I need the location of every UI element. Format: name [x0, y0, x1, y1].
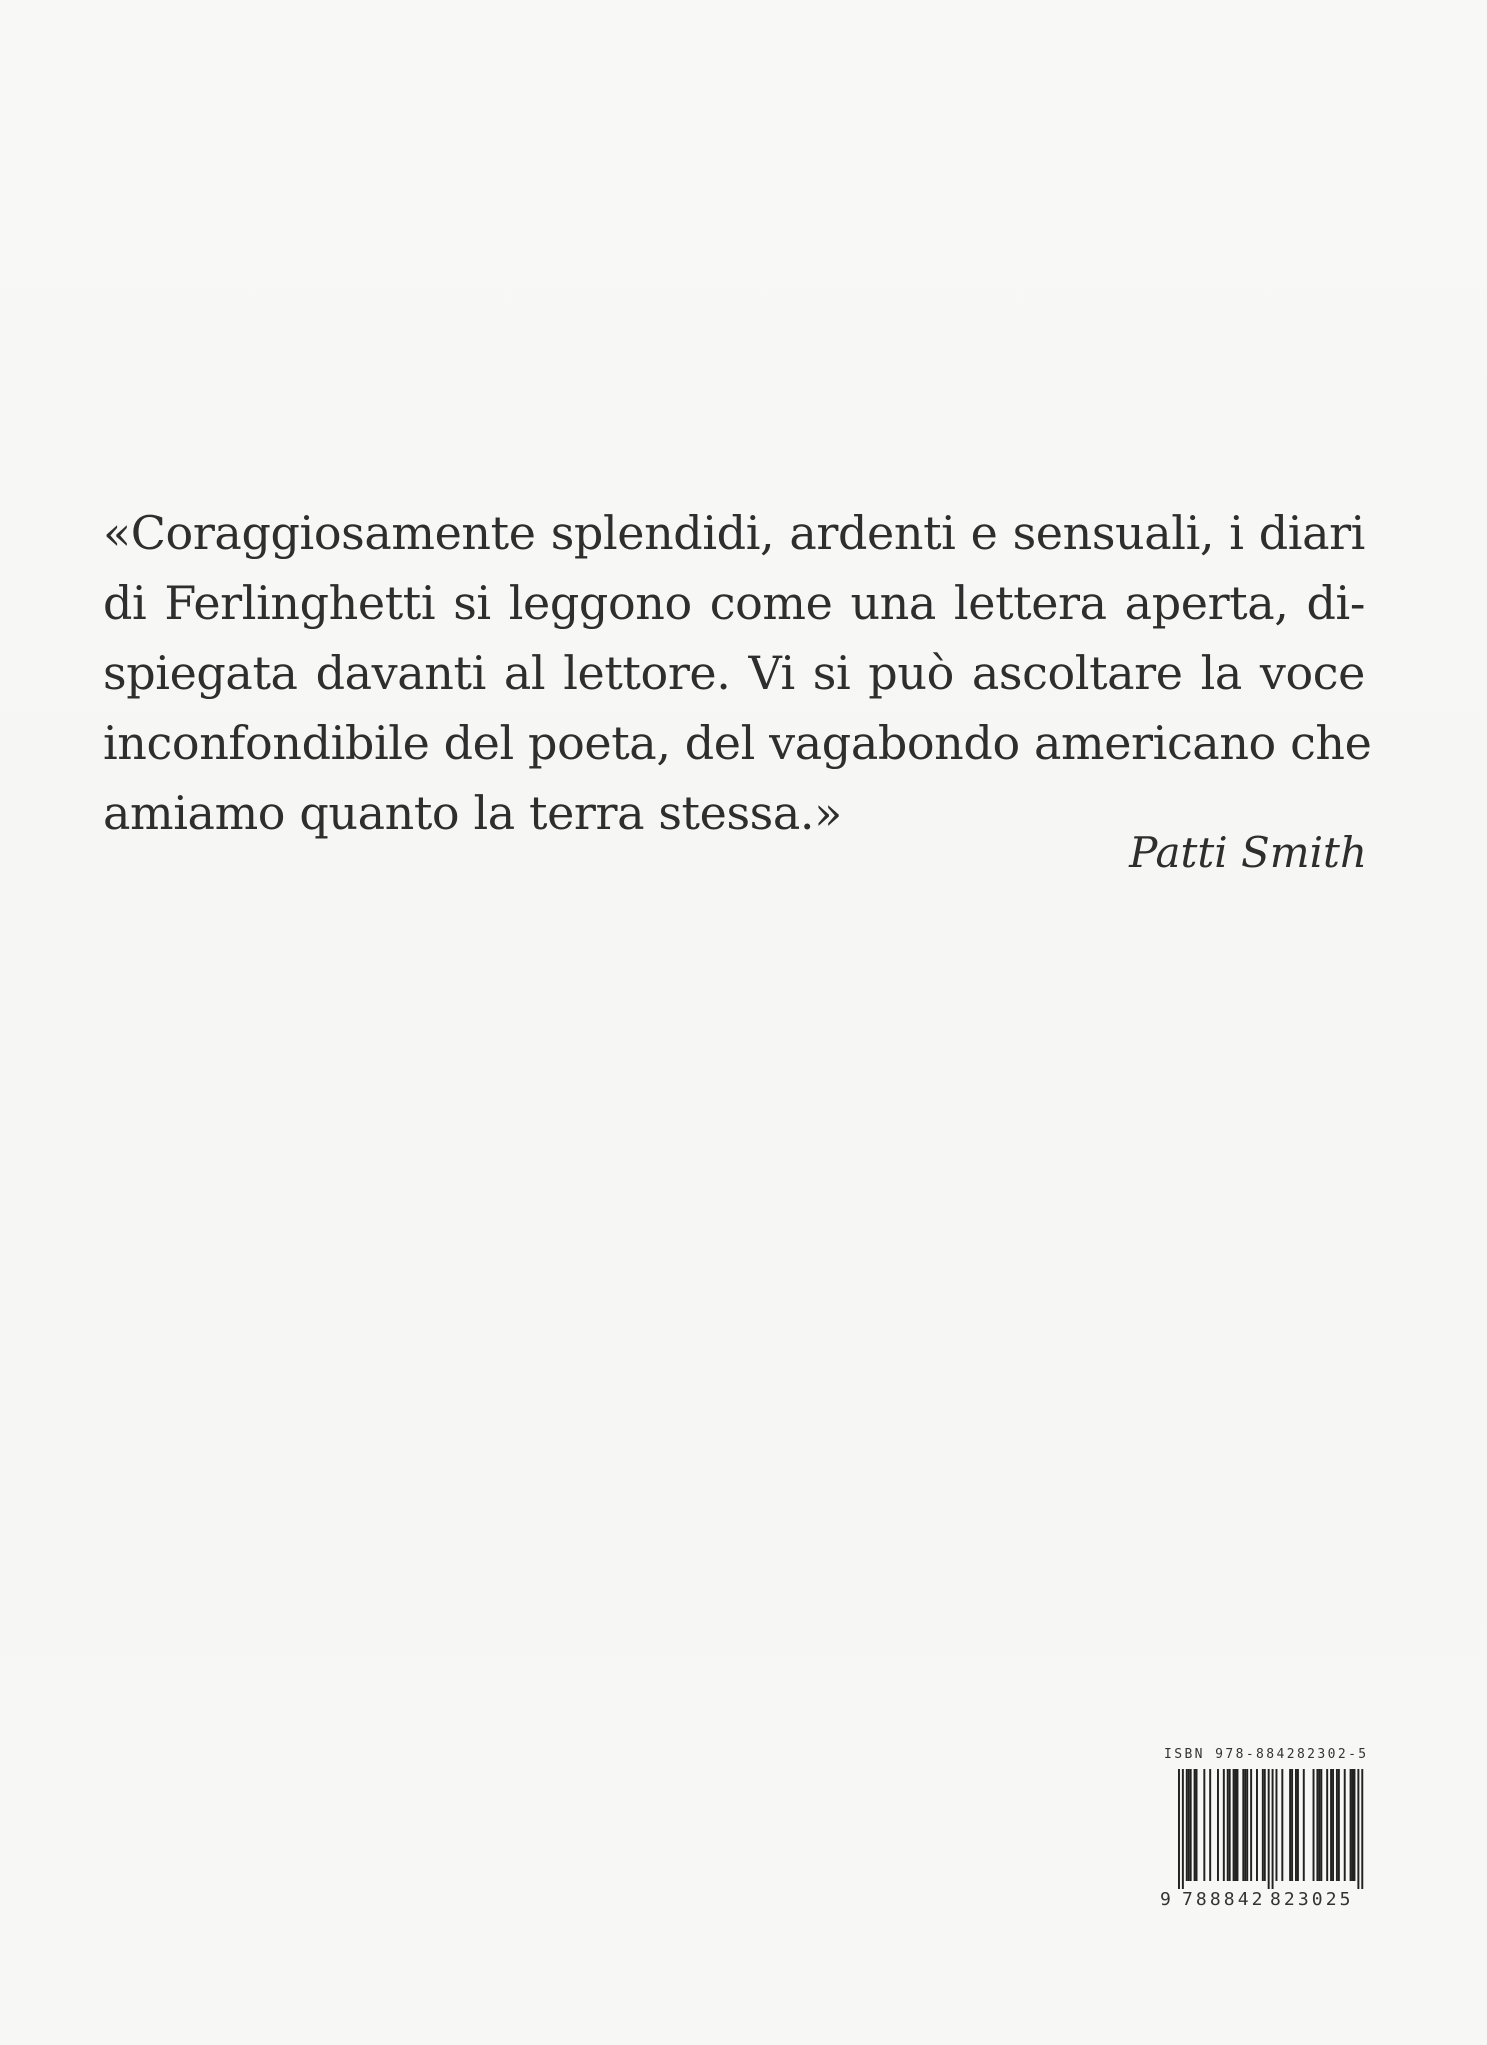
barcode-bar	[1244, 1769, 1246, 1881]
barcode-bar	[1336, 1769, 1338, 1881]
quote-author: Patti Smith	[1129, 828, 1367, 877]
barcode-bar	[1326, 1769, 1328, 1881]
barcode-bar	[1289, 1769, 1291, 1881]
barcode-bar	[1188, 1769, 1190, 1881]
barcode-bar	[1190, 1769, 1192, 1881]
barcode-bar	[1350, 1769, 1352, 1881]
barcode-bar	[1237, 1769, 1239, 1881]
isbn-label: ISBN 978-884282302-5	[1164, 1747, 1369, 1762]
barcode-bar	[1330, 1769, 1332, 1881]
barcode-bar	[1320, 1769, 1322, 1881]
quote-line-5: amiamo quanto la terra stessa.»	[103, 786, 842, 840]
barcode-bar	[1262, 1769, 1264, 1881]
barcode-bar	[1272, 1769, 1274, 1889]
barcode-bar	[1227, 1769, 1229, 1881]
barcode-bar	[1354, 1769, 1356, 1881]
barcode-bar	[1332, 1769, 1334, 1881]
barcode-bar	[1178, 1769, 1180, 1889]
barcode-bar	[1223, 1769, 1225, 1881]
ean-left-group: 788842	[1182, 1889, 1266, 1910]
barcode-bar	[1256, 1769, 1258, 1881]
barcode-bar	[1344, 1769, 1346, 1881]
barcode-bar	[1357, 1769, 1359, 1889]
ean-right-group: 823025	[1270, 1889, 1354, 1910]
barcode-bar	[1316, 1769, 1318, 1881]
barcode-bar	[1291, 1769, 1293, 1881]
barcode-bar	[1246, 1769, 1248, 1881]
barcode-bar	[1268, 1769, 1270, 1889]
barcode-bar	[1186, 1769, 1188, 1881]
barcode-bar	[1313, 1769, 1315, 1881]
barcode-bar	[1233, 1769, 1235, 1881]
ean-first-digit: 9	[1160, 1889, 1171, 1910]
barcode-bar	[1361, 1769, 1363, 1889]
barcode-bar	[1352, 1769, 1354, 1881]
barcode-bar	[1196, 1769, 1198, 1881]
barcode-bar	[1194, 1769, 1196, 1881]
isbn-barcode	[1160, 1747, 1368, 1917]
barcode-bar	[1203, 1769, 1205, 1881]
barcode-bar	[1209, 1769, 1211, 1881]
quote-block	[103, 498, 1372, 848]
quote-line-2: di Ferlinghetti si leggono come una lettera aperta, di-	[103, 576, 1365, 630]
barcode-bar	[1182, 1769, 1184, 1889]
barcode-bar	[1297, 1769, 1299, 1881]
barcode-bar	[1217, 1769, 1219, 1881]
barcode-bar	[1276, 1769, 1278, 1881]
barcode-bar	[1318, 1769, 1320, 1881]
barcode-bar	[1235, 1769, 1237, 1881]
barcode-bar	[1229, 1769, 1231, 1881]
quote-line-3: spiegata davanti al lettore. Vi si può ascoltare la voce	[103, 646, 1365, 700]
quote-line-1: «Coraggiosamente splendidi, ardenti e sensuali, i diari	[103, 506, 1365, 560]
barcode-bar	[1242, 1769, 1244, 1881]
quote-line-4: inconfondibile del poeta, del vagabondo americano che	[103, 716, 1372, 770]
barcode-bar	[1295, 1769, 1297, 1881]
barcode-bars-icon	[1160, 1769, 1368, 1889]
barcode-bar	[1264, 1769, 1266, 1881]
barcode-bar	[1338, 1769, 1340, 1881]
barcode-bar	[1250, 1769, 1252, 1881]
barcode-bar	[1303, 1769, 1305, 1881]
barcode-bar	[1281, 1769, 1283, 1881]
